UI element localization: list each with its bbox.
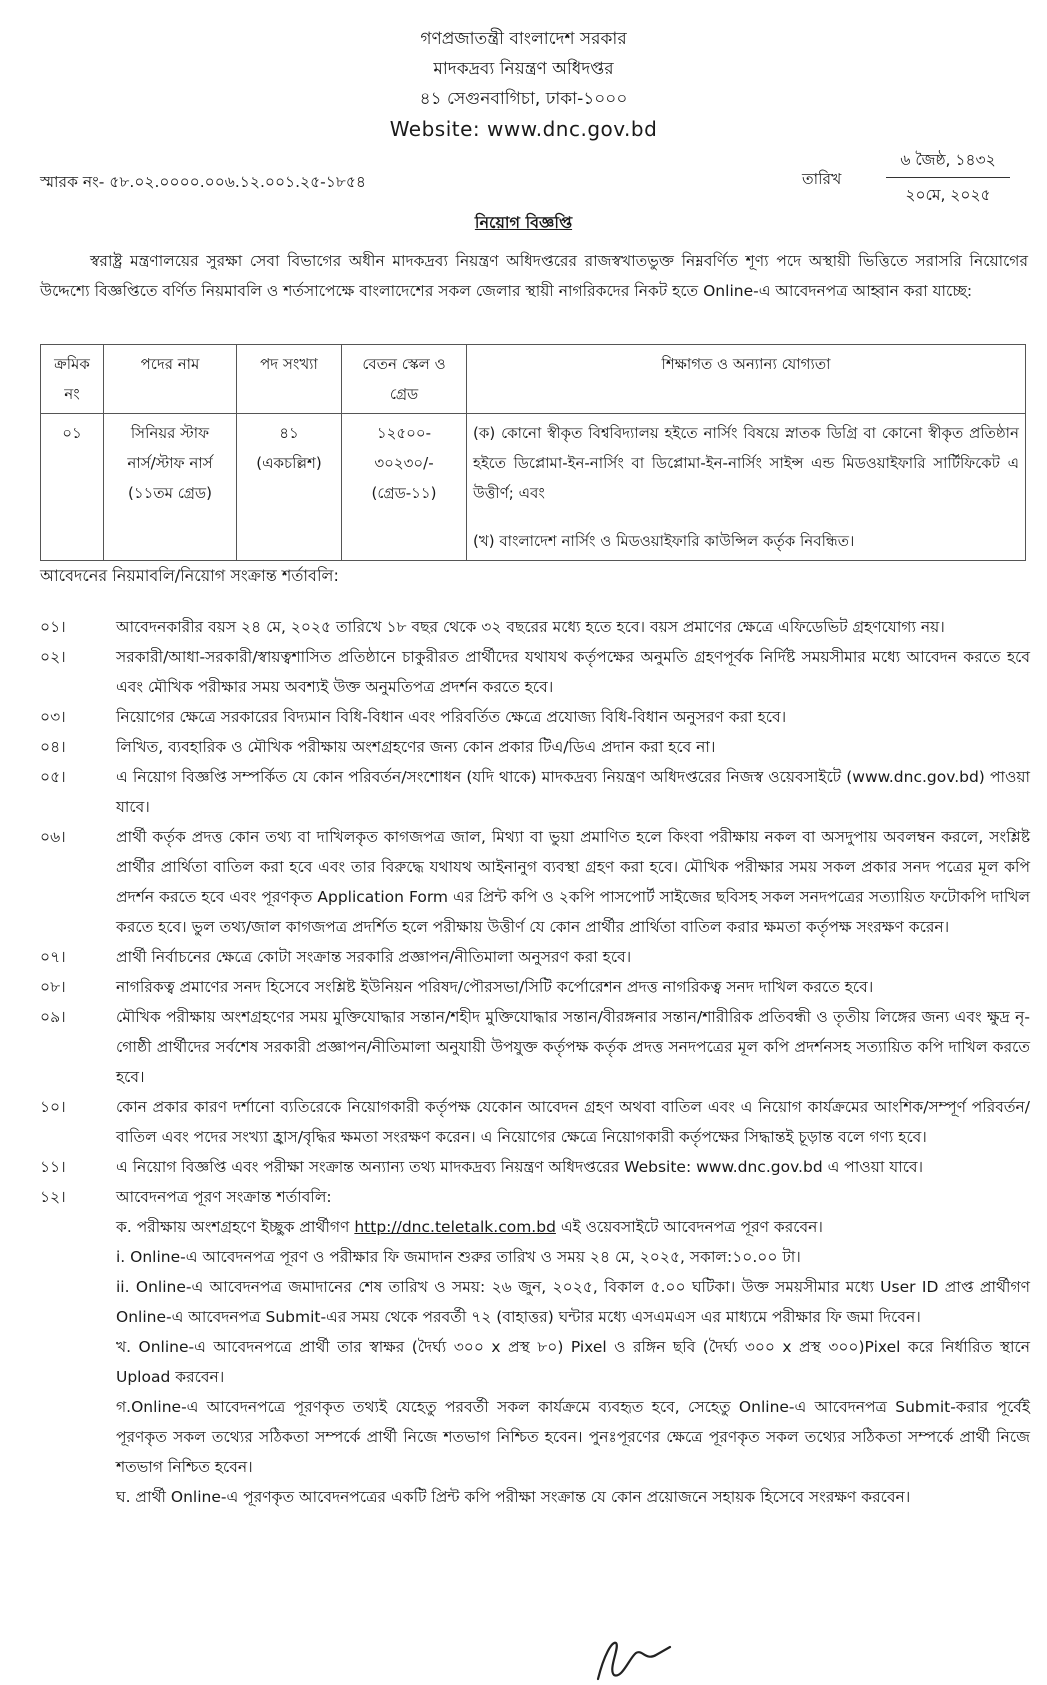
rule-number: ০৬। (40, 828, 66, 846)
rule-number: ০৩। (40, 708, 66, 726)
cell-qualification (467, 414, 1026, 561)
rule-number: ০৭। (40, 948, 66, 966)
teletalk-link[interactable]: http://dnc.teletalk.com.bd (354, 1218, 556, 1236)
table-header-row (41, 345, 1026, 414)
qualification-a: (ক) কোনো স্বীকৃত বিশ্ববিদ্যালয় হইতে নার্সিং বিষয়ে স্নাতক ডিগ্রি বা কোনো স্বীকৃত প্রতিষ্ঠান হইতে ডিপ্লোমা-ইন-নার্সিং বা ডিপ্লোমা-ইন-নার্সিং সাইন্স এন্ড মিডওয়াইফারি সার্টিফিকেট এ উত্তীর্ণ; এবং (473, 424, 1019, 502)
pay-line: ১২৫০০- (376, 424, 432, 442)
rule-text: মৌখিক পরীক্ষায় অংশগ্রহণের সময় মুক্তিযোদ্ধার সন্তান/শহীদ মুক্তিযোদ্ধার সন্তান/বীরঙ্গনার সন্তান/শারীরিক প্রতিবন্ধী ও তৃতীয় লিঙ্গের জন্য এবং ক্ষুদ্র নৃ-গোষ্ঠী প্রার্থীদের সর্বশেষ সরকারী প্রজ্ঞাপন/নীতিমালা অনুযায়ী উপযুক্ত কর্তৃপক্ষ কর্তৃক প্রদত্ত সনদপত্রের মূল কপি প্রদর্শনসহ সত্যায়িত কপি দাখিল করতে হবে। (116, 1008, 1030, 1086)
rule-text: লিখিত, ব্যবহারিক ও মৌখিক পরীক্ষায় অংশগ্রহণের জন্য কোন প্রকার টিএ/ডিএ প্রদান করা হবে না। (116, 738, 716, 756)
notice-title: নিয়োগ বিজ্ঞপ্তি (474, 213, 573, 232)
header-qualification: শিক্ষাগত ও অন্যান্য যোগ্যতা (467, 345, 1026, 414)
date-english: ২০মে, ২০২৫ (905, 186, 991, 204)
rule-number: ১১। (40, 1158, 66, 1176)
list-item (40, 822, 1030, 942)
rule-text: এ নিয়োগ বিজ্ঞপ্তি এবং পরীক্ষা সংক্রান্ত অন্যান্য তথ্য মাদকদ্রব্য নিয়ন্ত্রণ অধিদপ্তরের Website: www.dnc.gov.bd এ পাওয়া যাবে। (116, 1158, 924, 1176)
date-divider (886, 177, 1010, 178)
count-line: (একচল্লিশ) (256, 454, 322, 472)
rule-12-ka (116, 1212, 1030, 1242)
rule-number: ০৯। (40, 1008, 66, 1026)
dept-website: Website: www.dnc.gov.bd (389, 117, 658, 141)
pay-line: ৩০২৩০/- (374, 454, 434, 472)
list-item (40, 732, 1030, 762)
rules-list (40, 612, 1030, 1512)
list-item (40, 702, 1030, 732)
signature-mark (590, 1635, 680, 1683)
rule-number: ১২। (40, 1188, 66, 1206)
list-item (40, 762, 1030, 822)
pay-line: (গ্রেড-১১) (371, 484, 437, 502)
rule-text: আবেদনপত্র পূরণ সংক্রান্ত শর্তাবলি: (116, 1188, 332, 1206)
vacancy-table (40, 344, 1026, 561)
rule-text: আবেদনকারীর বয়স ২৪ মে, ২০২৫ তারিখে ১৮ বছর থেকে ৩২ বছরের মধ্যে হতে হবে। বয়স প্রমাণের ক্ষেত্রে এফিডেভিট গ্রহণযোগ্য নয়। (116, 618, 945, 636)
date-bangla: ৬ জৈষ্ঠ, ১৪৩২ (900, 151, 996, 169)
rule-12-i: i. Online-এ আবেদনপত্র পূরণ ও পরীক্ষার ফি জমাদান শুরুর তারিখ ও সময় ২৪ মে, ২০২৫, সকাল:১০.০০ টা। (116, 1248, 801, 1266)
post-line: (১১তম গ্রেড) (128, 484, 212, 502)
dept-name: মাদকদ্রব্য নিয়ন্ত্রণ অধিদপ্তর (433, 59, 614, 79)
header-post: পদের নাম (104, 345, 237, 414)
cell-pay (342, 414, 467, 561)
date-block (878, 145, 1018, 210)
rule-12-gha: ঘ. প্রার্থী Online-এ পূরণকৃত আবেদনপত্রের একটি প্রিন্ট কপি পরীক্ষা সংক্রান্ত যে কোন প্রয়োজনে সহায়ক হিসেবে সংরক্ষণ করবেন। (116, 1488, 911, 1506)
rule-text: নিয়োগের ক্ষেত্রে সরকারের বিদ্যমান বিধি-বিধান এবং পরিবর্তিত ক্ষেত্রে প্রযোজ্য বিধি-বিধান অনুসরণ করা হবে। (116, 708, 787, 726)
rule-number: ০২। (40, 648, 66, 666)
ka-suffix: এই ওয়েবসাইটে আবেদনপত্র পূরণ করবেন। (560, 1218, 823, 1236)
govt-name: গণপ্রজাতন্ত্রী বাংলাদেশ সরকার (420, 29, 627, 49)
rule-text: এ নিয়োগ বিজ্ঞপ্তি সম্পর্কিত যে কোন পরিবর্তন/সংশোধন (যদি থাকে) মাদকদ্রব্য নিয়ন্ত্রণ অধিদপ্তরের নিজস্ব ওয়েবসাইটে (www.dnc.gov.bd) পাওয়া যাবে। (116, 768, 1030, 816)
rule-text: কোন প্রকার কারণ দর্শানো ব্যতিরেকে নিয়োগকারী কর্তৃপক্ষ যেকোন আবেদন গ্রহণ অথবা বাতিল এবং এ নিয়োগ কার্যক্রমের আংশিক/সম্পূর্ণ পরিবর্তন/বাতিল এবং পদের সংখ্যা হ্রাস/বৃদ্ধির ক্ষমতা সংরক্ষণ করেন। এ নিয়োগের ক্ষেত্রে নিয়োগকারী কর্তৃপক্ষের সিদ্ধান্তই চূড়ান্ত বলে গণ্য হবে। (116, 1098, 1030, 1146)
rule-text: প্রার্থী নির্বাচনের ক্ষেত্রে কোটা সংক্রান্ত সরকারি প্রজ্ঞাপন/নীতিমালা অনুসরণ করা হবে। (116, 948, 632, 966)
rule-number: ১০। (40, 1098, 66, 1116)
list-item (40, 972, 1030, 1002)
rule-12-ii: ii. Online-এ আবেদনপত্র জমাদানের শেষ তারিখ ও সময়: ২৬ জুন, ২০২৫, বিকাল ৫.০০ ঘটিকা। উক্ত সময়সীমার মধ্যে User ID প্রাপ্ত প্রার্থীগণ Online-এ আবেদনপত্র Submit-এর সময় থেকে পরবর্তী ৭২ (বাহাত্তর) ঘন্টার মধ্যে এসএমএস এর মাধ্যমে পরীক্ষার ফি জমা দিবেন। (116, 1278, 1030, 1326)
table-row (41, 414, 1026, 561)
header-serial: ক্রমিক নং (41, 345, 104, 414)
ka-prefix: ক. পরীক্ষায় অংশগ্রহণে ইচ্ছুক প্রার্থীগণ (116, 1218, 350, 1236)
rule-12-block (116, 1182, 1030, 1512)
date-label: তারিখ (802, 170, 842, 188)
rule-12-ga: গ.Online-এ আবেদনপত্রে পূরণকৃত তথ্যই যেহেতু পরবর্তী সকল কার্যক্রমে ব্যবহৃত হবে, সেহেতু Online-এ আবেদনপত্র Submit-করার পূর্বেই পূরণকৃত সকল তথ্যের সঠিকতা সম্পর্কে প্রার্থী নিজে শতভাগ নিশ্চিত হবেন। পুনঃপূরণের ক্ষেত্রে পূরণকৃত সকল তথ্যের সঠিকতা সম্পর্কে প্রার্থী নিজে শতভাগ নিশ্চিত হবেন। (116, 1398, 1030, 1476)
rule-text: সরকারী/আধা-সরকারী/স্বায়ত্বশাসিত প্রতিষ্ঠানে চাকুরীরত প্রার্থীদের যথাযথ কর্তৃপক্ষের অনুমতি গ্রহণপূর্বক নির্দিষ্ট সময়সীমার মধ্যে আবেদন করতে হবে এবং মৌখিক পরীক্ষার সময় অবশ্যই উক্ত অনুমতিপত্র প্রদর্শন করতে হবে। (116, 648, 1030, 696)
rule-12-kha: খ. Online-এ আবেদনপত্রে প্রার্থী তার স্বাক্ষর (দৈর্ঘ্য ৩০০ x প্রস্থ ৮০) Pixel ও রঙ্গিন ছবি (দৈর্ঘ্য ৩০০ x প্রস্থ ৩০০)Pixel করে নির্ধারিত স্থানে Upload করবেন। (116, 1338, 1030, 1386)
qualification-b: (খ) বাংলাদেশ নার্সিং ও মিডওয়াইফারি কাউন্সিল কর্তৃক নিবন্ধিত। (473, 532, 855, 550)
memo-number: স্মারক নং- ৫৮.০২.০০০০.০০৬.১২.০০১.২৫-১৮৫৪ (40, 173, 366, 191)
header-count: পদ সংখ্যা (237, 345, 342, 414)
list-item (40, 1092, 1030, 1152)
rule-number: ০১। (40, 618, 66, 636)
list-item (40, 942, 1030, 972)
intro-paragraph: স্বরাষ্ট্র মন্ত্রণালয়ের সুরক্ষা সেবা বিভাগের অধীন মাদকদ্রব্য নিয়ন্ত্রণ অধিদপ্তরের রাজস্বখাতভুক্ত নিম্নবর্ণিত শূণ্য পদে অস্থায়ী ভিত্তিতে সরাসরি নিয়োগের উদ্দেশ্যে বিজ্ঞপ্তিতে বর্ণিত নিয়মাবলি ও শর্তসাপেক্ষে বাংলাদেশের সকল জেলার স্থায়ী নাগরিকদের নিকট হতে Online-এ আবেদনপত্র আহ্বান করা যাচ্ছে: (40, 252, 1028, 300)
post-line: নার্স/স্টাফ নার্স (127, 454, 213, 472)
rules-title: আবেদনের নিয়মাবলি/নিয়োগ সংক্রান্ত শর্তাবলি: (40, 566, 339, 585)
post-line: সিনিয়র স্টাফ (130, 424, 210, 442)
rule-text: প্রার্থী কর্তৃক প্রদত্ত কোন তথ্য বা দাখিলকৃত কাগজপত্র জাল, মিথ্যা বা ভুয়া প্রমাণিত হলে কিংবা পরীক্ষায় নকল বা অসদুপায় অবলম্বন করলে, সংশ্লিষ্ট প্রার্থীর প্রার্থিতা বাতিল করা হবে এবং তার বিরুদ্ধে যথাযথ আইনানুগ ব্যবস্থা গ্রহণ করা হবে। মৌখিক পরীক্ষার সময় সকল প্রকার সনদ পত্রের মূল কপি প্রদর্শন করতে হবে এবং পূরণকৃত Application Form এর প্রিন্ট কপি ও ২কপি পাসপোর্ট সাইজের ছবিসহ সকল সনদপত্রের সত্যায়িত ফটোকপি দাখিল করতে হবে। ভুল তথ্য/জাল কাগজপত্র প্রদর্শিত হলে পরীক্ষায় উত্তীর্ণ যে কোন প্রার্থীর প্রার্থিতা বাতিল করার ক্ষমতা কর্তৃপক্ষ সংরক্ষণ করেন। (116, 828, 1030, 936)
rule-number: ০৫। (40, 768, 66, 786)
list-item (40, 612, 1030, 642)
cell-serial: ০১ (41, 414, 104, 561)
letterhead (0, 24, 1047, 144)
count-line: ৪১ (279, 424, 299, 442)
header-pay: বেতন স্কেল ও গ্রেড (342, 345, 467, 414)
list-item (40, 642, 1030, 702)
rule-number: ০৮। (40, 978, 66, 996)
list-item (40, 1182, 1030, 1512)
rule-number: ০৪। (40, 738, 66, 756)
list-item (40, 1152, 1030, 1182)
list-item (40, 1002, 1030, 1092)
rule-text: নাগরিকত্ব প্রমাণের সনদ হিসেবে সংশ্লিষ্ট ইউনিয়ন পরিষদ/পৌরসভা/সিটি কর্পোরেশন প্রদত্ত নাগরিকত্ব সনদ দাখিল করতে হবে। (116, 978, 874, 996)
cell-post (104, 414, 237, 561)
cell-count (237, 414, 342, 561)
dept-address: ৪১ সেগুনবাগিচা, ঢাকা-১০০০ (419, 89, 628, 109)
